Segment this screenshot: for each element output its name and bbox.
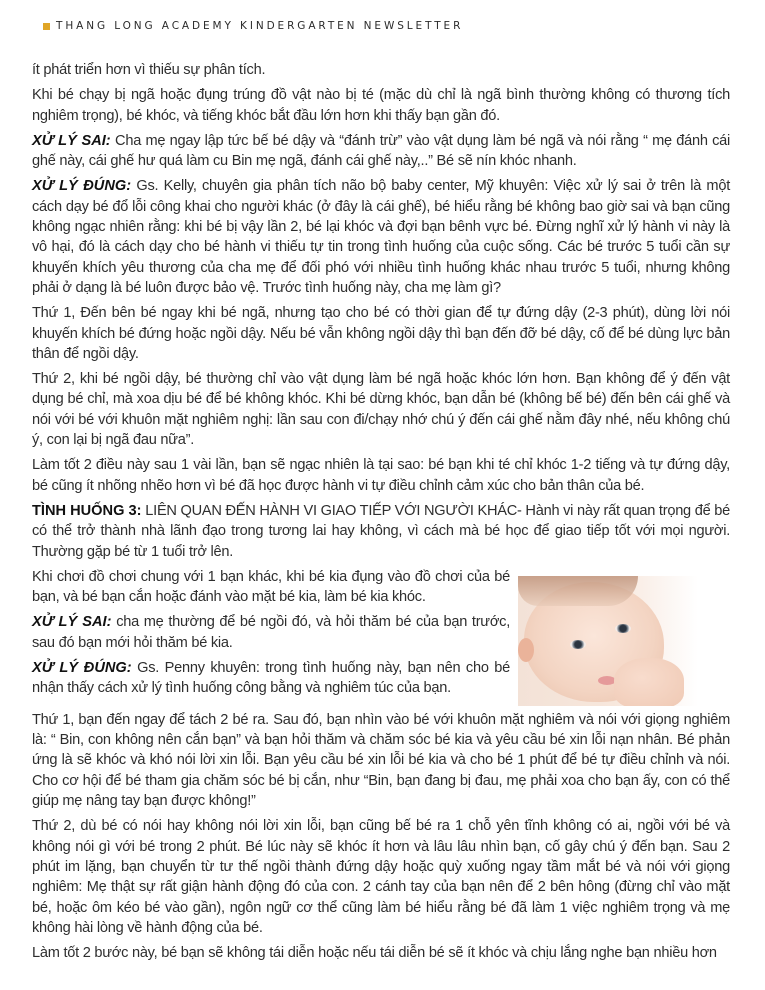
baby-hand-image [614, 658, 684, 706]
paragraph-text: Khi chơi đồ chơi chung với 1 bạn khác, khi bé kia đụng vào đồ chơi của bé bạn, và bé bạn cắn hoặc đánh vào mặt bé kia, làm bé kia khóc. [32, 568, 510, 606]
right-handling-label: XỬ LÝ ĐÚNG: [32, 660, 132, 677]
paragraph-text: Thứ 1, Đến bên bé ngay khi bé ngã, nhưng tạo cho bé có thời gian để tự đứng dậy (2-3 phút), dùng lời nói khuyến khích bé đứng hoặc ngồi dậy. Nếu bé vẫn không ngồi dậy thì bạn đến đỡ bé dậy, cố để bé dùng lực bản thân để ngồi dậy. [32, 305, 730, 362]
paragraph-text: Thứ 2, dù bé có nói hay không nói lời xin lỗi, bạn cũng bế bé ra 1 chỗ yên tĩnh không có ai, ngồi với bé và không nói gì với bé trong 2 phút. Bé lúc này sẽ khóc ít hơn và lâu lâu nhìn bạn, cố gây chú ý đến bạn. Sau 2 phút im lặng, bạn chuyển từ tư thế ngồi thành đứng dậy hoặc quỳ xuống ngay tầm mắt bé và nói với giọng nghiêm: Mẹ thật sự rất giận hành động đó của con. 2 cánh tay của bạn nên để 2 bên hông (đừng chỉ vào mặt bé, hoặc ôm kéo bé vào gần), ngôn ngữ cơ thể cũng làm bé hiểu rằng bé đã làm 1 việc nghiêm trọng và mẹ không hài lòng về hành động của bé. [32, 818, 730, 936]
situation-3-label: TÌNH HUỐNG 3: [32, 502, 142, 519]
wrong-handling-label: XỬ LÝ SAI: [32, 614, 112, 631]
header-bullet-icon [43, 23, 50, 30]
wrong-handling-label: XỬ LÝ SAI: [32, 132, 111, 149]
paragraph-text: Gs. Penny khuyên: trong tình huống này, bạn nên cho bé nhận thấy cách xử lý tình huống công bằng và nghiêm túc của bạn. [32, 660, 510, 697]
baby-hair-image [518, 576, 638, 606]
baby-eye-image [615, 624, 631, 633]
paragraph-text: Làm tốt 2 điều này sau 1 vài lần, bạn sẽ ngạc nhiên là tại sao: bé bạn khi té chỉ khóc 1-2 tiếng và tự đứng dậy, bé cũng ít nhõng nhẽo hơn vì bé đã học được hành vi tự điều chỉnh cảm xúc cho bản thân của bé. [32, 457, 730, 494]
right-handling-label: XỬ LÝ ĐÚNG: [32, 178, 132, 195]
article-body [32, 60, 730, 968]
paragraph [32, 455, 730, 496]
paragraph [32, 131, 730, 172]
paragraph [32, 176, 730, 298]
newsletter-title: THANG LONG ACADEMY KINDERGARTEN NEWSLETTER [56, 20, 464, 32]
paragraph [32, 85, 730, 126]
baby-photo [518, 576, 730, 706]
paragraph-text: Khi bé chạy bị ngã hoặc đụng trúng đồ vật nào bị té (mặc dù chỉ là ngã bình thường không có thương tích nghiêm trọng), bé khóc, và tiếng khóc bắt đầu lớn hơn khi thấy bạn gần đó. [32, 87, 730, 124]
paragraph-text: Gs. Kelly, chuyên gia phân tích não bộ baby center, Mỹ khuyên: Việc xử lý sai ở trên là một cách dạy bé đổ lỗi công khai cho người khác (ở đây là cái ghế), bé hiểu rằng bé không bao giờ sai và bạn cũng không ngạc nhiên rằng: khi bé bị vậy lần 2, bé lại khóc và đợi bạn bênh vực bé. Đừng nghĩ xử lý hành vi này là vô hại, đó là cách dạy cho bé hành vi thiếu tự tin trong tình huống của cuộc sống. Các bé trước 5 tuổi cần sự khuyến khích yêu thương của cha mẹ để đối phó với nhiều tình huống khác nhau trước 5 tuổi, nhưng không phải ở dạng là bé luôn được bảo vệ. Trước tình huống này, cha mẹ làm gì? [32, 178, 730, 296]
baby-eye-image [570, 640, 586, 649]
paragraph [32, 710, 730, 811]
paragraph-text: LIÊN QUAN ĐẾN HÀNH VI GIAO TIẾP VỚI NGƯỜI KHÁC- Hành vi này rất quan trọng để bé có thể trở thành nhà lãnh đạo trong tương lai hay không, vì cách mà bé học để giao tiếp tốt với mọi người. Thường gặp bé từ 1 tuổi trở lên. [32, 502, 731, 560]
paragraph-text: Thứ 1, bạn đến ngay để tách 2 bé ra. Sau đó, bạn nhìn vào bé với khuôn mặt nghiêm và nói với giọng nghiêm là: “ Bin, con không nên cắn bạn” và bạn hỏi thăm và chăm sóc bé kia và yêu cầu bé xin lỗi nạn nhân. Bé phản ứng là sẽ khóc và khó nói lời xin lỗi. Bạn yêu cầu bé xin lỗi bé kia và cho bé 1 phút để bé tự điều chỉnh và nói. Cho cơ hội để bé tham gia chăm sóc bé bị cắn, như “Bin, bạn đang bị đau, mẹ phải xoa cho bạn ấy, con có thể giúp mẹ nâng tay bạn được không!” [32, 711, 730, 810]
paragraph [32, 60, 730, 80]
paragraph [32, 816, 730, 938]
paragraph-text: Cha mẹ ngay lập tức bế bé dậy và “đánh trừ” vào vật dụng làm bé ngã và nói rằng “ mẹ đánh cái ghế này, cái ghế hư quá làm cu Bin mẹ ngã, đánh cái ghế này,..” Bé sẽ nín khóc nhanh. [32, 132, 730, 170]
paragraph [32, 303, 730, 364]
paragraph-text: ít phát triển hơn vì thiếu sự phân tích. [32, 62, 266, 78]
newsletter-header [43, 20, 463, 32]
paragraph [32, 369, 730, 450]
baby-ear-image [518, 638, 534, 662]
paragraph-text: cha mẹ thường để bé ngồi đó, và hỏi thăm bé của bạn trước, sau đó bạn mới hỏi thăm bé kia. [32, 614, 510, 651]
paragraph [32, 501, 730, 562]
paragraph-text: Thứ 2, khi bé ngồi dậy, bé thường chỉ vào vật dụng làm bé ngã hoặc khóc lớn hơn. Bạn không để ý đến vật dụng bé chỉ, mà xoa dịu bé để bé không khóc. Khi bé dừng khóc, bạn dẫn bé (không bế bé) đến bên cái ghế và nói với bé với khuôn mặt nghiêm nghị: lần sau con đi/chạy nhớ chú ý đến cái ghế nằm đây nhé, nếu không chú ý, con lại bị ngã đau nữa”. [32, 371, 730, 449]
paragraph-text: Làm tốt 2 bước này, bé bạn sẽ không tái diễn hoặc nếu tái diễn bé sẽ ít khóc và chịu lắng nghe bạn nhiều hơn [32, 945, 717, 962]
paragraph [32, 943, 730, 963]
